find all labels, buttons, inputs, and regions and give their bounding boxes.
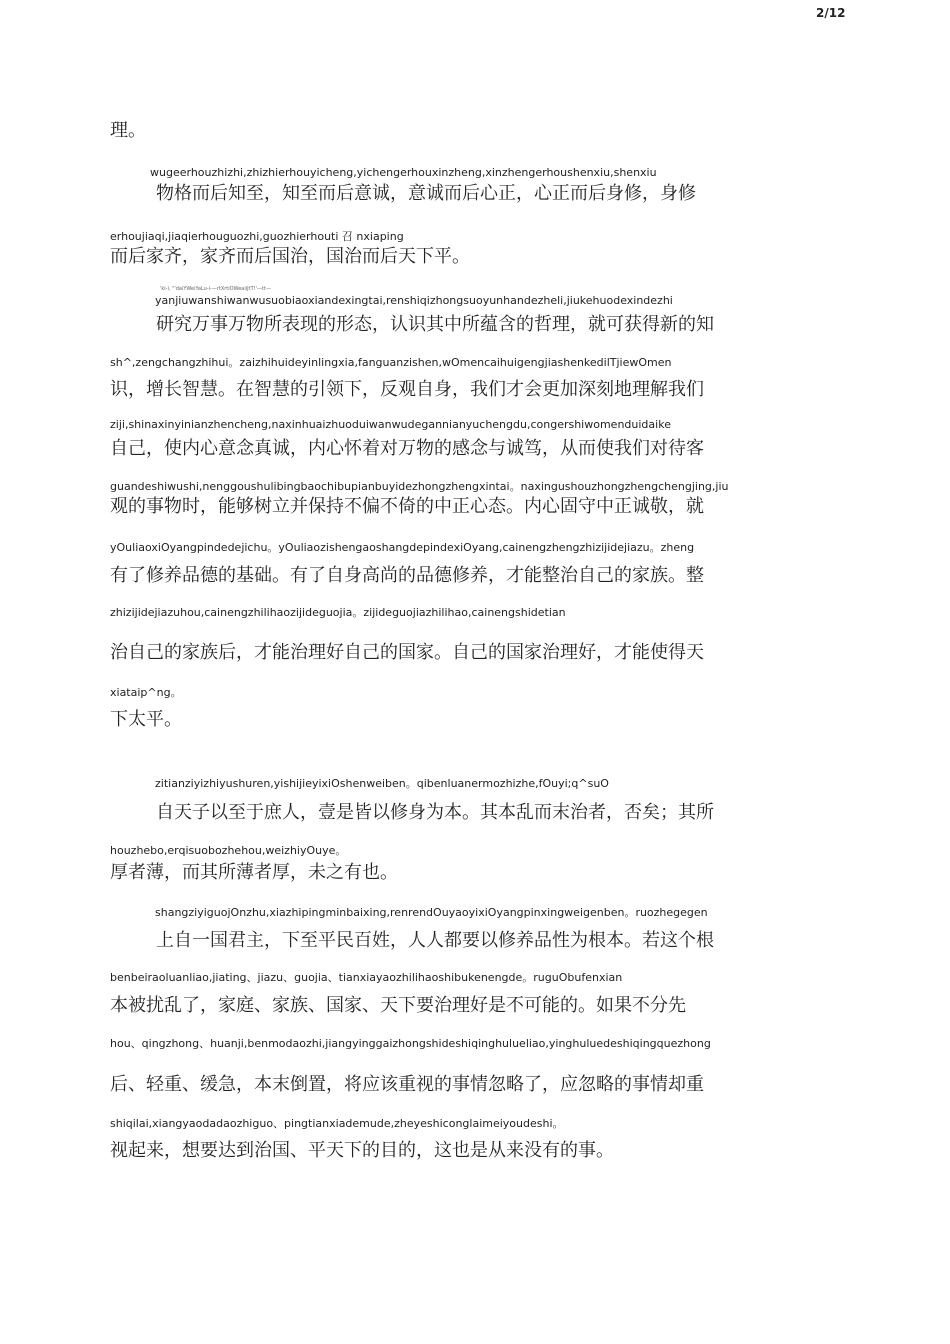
pinyin-line-8: yOuliaoxiOyangpindedejichu。yOuliaozishengaoshangdepindexiOyang,cainengzhengzhizijidejiazu。zheng — [110, 541, 695, 554]
text-line-15: 后、轻重、缓急，本末倒置，将应该重视的事情忽略了，应忽略的事情却重 — [110, 1074, 704, 1095]
page-number: 2/12 — [816, 6, 846, 20]
text-line-6: 自己，使内心意念真诚，内心怀着对万物的感念与诚笃，从而使我们对待客 — [110, 438, 704, 459]
pinyin-line-15: hou、qingzhong、huanji,benmodaozhi,jiangyinggaizhongshideshiqinghulueliao,yinghuluedeshiqingquezhong — [110, 1037, 711, 1050]
scribble-annotation: 'ki-i, "'daiYWeiYaLu-i-—rtXrtiOWeaiiJtT!'—tt— — [160, 286, 271, 292]
pinyin-line-3: erhoujiaqi,jiaqierhouguozhi,guozhierhouti 召 nxiaping — [110, 230, 404, 243]
text-line-8: 有了修养品德的基础。有了自身高尚的品德修养，才能整治自己的家族。整 — [110, 565, 704, 586]
text-line-9: 治自己的家族后，才能治理好自己的国家。自己的国家治理好，才能使得天 — [110, 642, 704, 663]
text-line-16: 视起来，想要达到治国、平天下的目的，这也是从来没有的事。 — [110, 1140, 614, 1161]
text-line-7: 观的事物时，能够树立并保持不偏不倚的中正心态。内心固守中正诚敬，就 — [110, 496, 704, 517]
text-line-4: 研究万事万物所表现的形态，认识其中所蕴含的哲理，就可获得新的知 — [156, 314, 714, 335]
text-line-14: 本被扰乱了，家庭、家族、国家、天下要治理好是不可能的。如果不分先 — [110, 995, 686, 1016]
text-line-13: 上自一国君主，下至平民百姓，人人都要以修养品性为根本。若这个根 — [156, 930, 714, 951]
pinyin-line-2: wugeerhouzhizhi,zhizhierhouyicheng,yichengerhouxinzheng,xinzhengerhoushenxiu,shenxiu — [150, 166, 657, 179]
text-line-12: 厚者薄，而其所薄者厚，未之有也。 — [110, 862, 398, 883]
pinyin-line-4: yanjiuwanshiwanwusuobiaoxiandexingtai,renshiqizhongsuoyunhandezheli,jiukehuodexindezhi — [155, 294, 673, 307]
text-line-1: 理。 — [110, 120, 146, 141]
pinyin-line-7: guandeshiwushi,nenggoushulibingbaochibupianbuyidezhongzhengxintai。naxingushouzhongzhengchengjing,jiu — [110, 480, 729, 493]
pinyin-line-12: houzhebo,erqisuobozhehou,weizhiyOuye。 — [110, 844, 347, 857]
pinyin-line-13: shangziyiguojOnzhu,xiazhipingminbaixing,renrendOuyaoyixiOyangpinxingweigenben。ruozhegegen — [155, 906, 708, 919]
text-line-10: 下太平。 — [110, 709, 182, 730]
pinyin-line-11: zitianziyizhiyushuren,yishijieyixiOshenweiben。qibenluanermozhizhe,fOuyi;q^suO — [155, 777, 609, 790]
pinyin-line-14: benbeiraoluanliao,jiating、jiazu、guojia、tianxiayaozhilihaoshibukenengde。ruguObufenxian — [110, 971, 623, 984]
text-line-11: 自天子以至于庶人，壹是皆以修身为本。其本乱而末治者，否矣；其所 — [156, 802, 714, 823]
pinyin-line-9: zhizijidejiazuhou,cainengzhilihaozijideguojia。zijideguojiazhilihao,cainengshidetian — [110, 606, 566, 619]
text-line-2: 物格而后知至，知至而后意诚，意诚而后心正，心正而后身修，身修 — [156, 183, 696, 204]
pinyin-line-6: ziji,shinaxinyinianzhencheng,naxinhuaizhuoduiwanwudegannianyuchengdu,congershiwomenduidaike — [110, 418, 671, 431]
pinyin-line-10: xiataip^ng。 — [110, 686, 182, 699]
pinyin-line-16: shiqilai,xiangyaodadaozhiguo、pingtianxiademude,zheyeshiconglaimeiyoudeshi。 — [110, 1117, 564, 1130]
text-line-5: 识，增长智慧。在智慧的引领下，反观自身，我们才会更加深刻地理解我们 — [110, 379, 704, 400]
text-line-3: 而后家齐，家齐而后国治，国治而后天下平。 — [110, 246, 470, 267]
pinyin-line-5: sh^,zengchangzhihui。zaizhihuideyinlingxia,fanguanzishen,wOmencaihuigengjiashenkedilTjiewOmen — [110, 356, 672, 369]
